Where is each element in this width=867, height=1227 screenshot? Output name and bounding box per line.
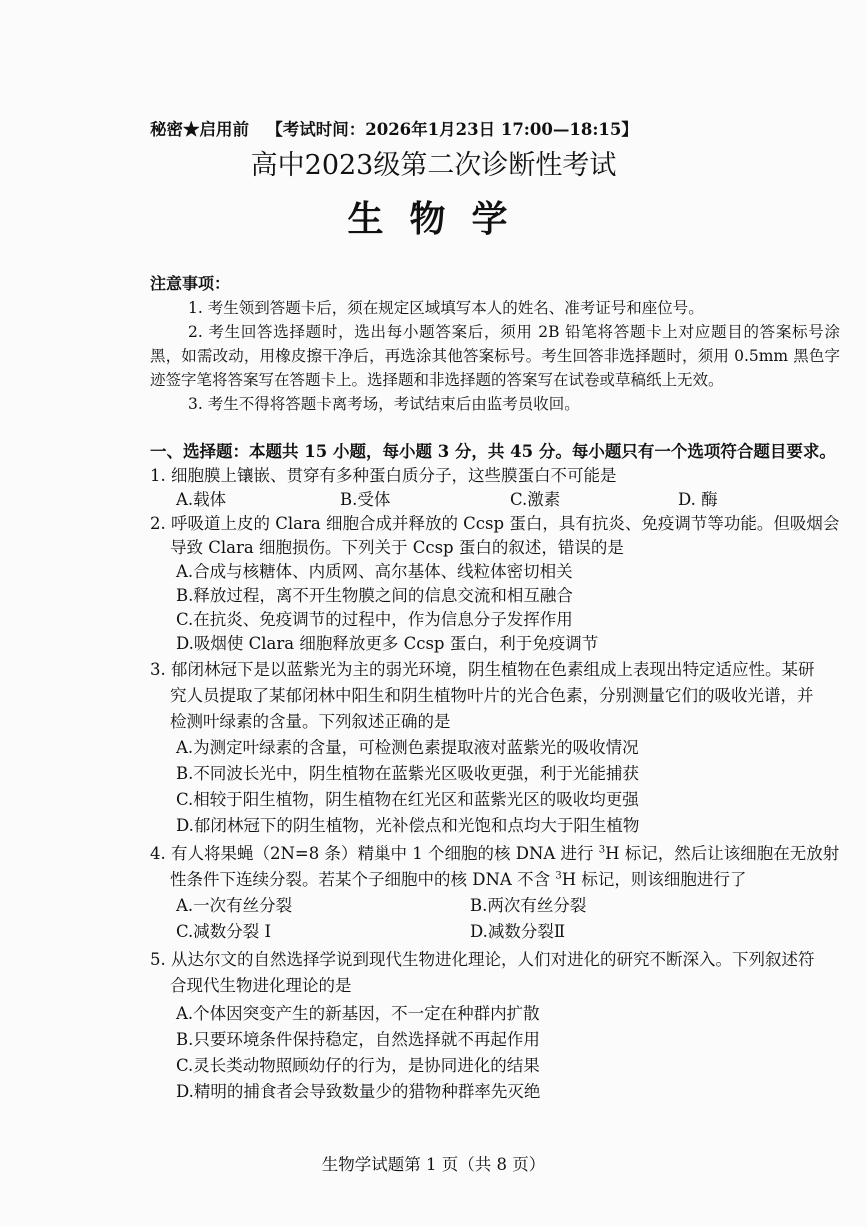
confidential-label: 秘密★启用前 [150,120,249,139]
q2-option-d: D.吸烟使 Clara 细胞释放更多 Ccsp 蛋白，利于免疫调节 [176,634,599,653]
q1-option-c: C.激素 [510,490,561,509]
note-3: 3. 考生不得将答题卡离考场，考试结束后由监考员收回。 [188,395,580,413]
exam-title: 高中2023级第二次诊断性考试 [250,150,617,181]
q2-option-c: C.在抗炎、免疫调节的过程中，作为信息分子发挥作用 [176,610,573,629]
section-heading: 一、选择题：本题共 15 小题，每小题 3 分，共 45 分。每小题只有一个选项符合题目要求。 [150,442,836,461]
notes-heading: 注意事项： [150,274,231,293]
q1-option-b: B.受体 [340,490,391,509]
question-5-stem-cont: 合现代生物进化理论的是 [170,976,352,995]
question-3-stem: 3. 郁闭林冠下是以蓝紫光为主的弱光环境，阴生植物在色素组成上表现出特定适应性。某研 [150,660,815,679]
page-footer: 生物学试题第 1 页（共 8 页） [321,1155,546,1174]
q3-option-c: C.相较于阳生植物，阴生植物在红光区和蓝紫光区的吸收均更强 [176,790,639,809]
q5-option-c: C.灵长类动物照顾幼仔的行为，是协同进化的结果 [176,1056,540,1075]
q4-option-d: D.减数分裂Ⅱ [470,922,566,941]
q4-option-c: C.减数分裂 Ⅰ [176,922,272,941]
note-2: 2. 考生回答选择题时，选出每小题答案后，须用 2B 铅笔将答题卡上对应题目的答案标号涂黑，如需改动，用橡皮擦干净后，再选涂其他答案标号。考生回答非选择题时，须用 0.5mm 黑色字迹签字笔将答案写在答题卡上。选择题和非选择题的答案写在试卷或草稿纸上无效。 [150,323,840,389]
header-line [150,118,638,142]
note-1: 1. 考生领到答题卡后，须在规定区域填写本人的姓名、准考证号和座位号。 [188,299,704,317]
q4-option-b: B.两次有丝分裂 [470,896,587,915]
question-2-stem-cont: 导致 Clara 细胞损伤。下列关于 Ccsp 蛋白的叙述，错误的是 [170,538,624,557]
q4-option-a: A.一次有丝分裂 [176,896,293,915]
subject-title: 生物学 [347,198,534,240]
question-3-stem-cont-2: 检测叶绿素的含量。下列叙述正确的是 [170,712,451,731]
question-4-stem: 4. 有人将果蝇（2N=8 条）精巢中 1 个细胞的核 DNA 进行 $^3$H 标记，然后让该细胞在无放射 [150,844,840,863]
question-4-stem-cont: 性条件下连续分裂。若某个子细胞中的核 DNA 不含 $^3$H 标记，则该细胞进行了 [170,870,747,889]
question-3-stem-cont-1: 究人员提取了某郁闭林中阳生和阴生植物叶片的光合色素，分别测量它们的吸收光谱，并 [170,686,814,705]
q5-option-d: D.精明的捕食者会导致数量少的猎物种群率先灭绝 [176,1082,541,1101]
question-1-stem: 1. 细胞膜上镶嵌、贯穿有多种蛋白质分子，这些膜蛋白不可能是 [150,466,617,485]
question-5-stem: 5. 从达尔文的自然选择学说到现代生物进化理论，人们对进化的研究不断深入。下列叙述符 [150,950,815,969]
q3-option-a: A.为测定叶绿素的含量，可检测色素提取液对蓝紫光的吸收情况 [176,738,639,757]
exam-time: 【考试时间：2026年1月23日 17:00—18:15】 [266,120,638,139]
q3-option-b: B.不同波长光中，阴生植物在蓝紫光区吸收更强，利于光能捕获 [176,764,639,783]
question-2-stem: 2. 呼吸道上皮的 Clara 细胞合成并释放的 Ccsp 蛋白，具有抗炎、免疫调节等功能。但吸烟会 [150,514,840,533]
q2-option-b: B.释放过程，离不开生物膜之间的信息交流和相互融合 [176,586,573,605]
q3-option-d: D.郁闭林冠下的阴生植物，光补偿点和光饱和点均大于阳生植物 [176,816,640,835]
q1-option-d: D. 酶 [678,490,718,509]
q1-option-a: A.载体 [176,490,227,509]
q2-option-a: A.合成与核糖体、内质网、高尔基体、线粒体密切相关 [176,562,573,581]
q5-option-a: A.个体因突变产生的新基因，不一定在种群内扩散 [176,1004,540,1023]
q5-option-b: B.只要环境条件保持稳定，自然选择就不再起作用 [176,1030,540,1049]
